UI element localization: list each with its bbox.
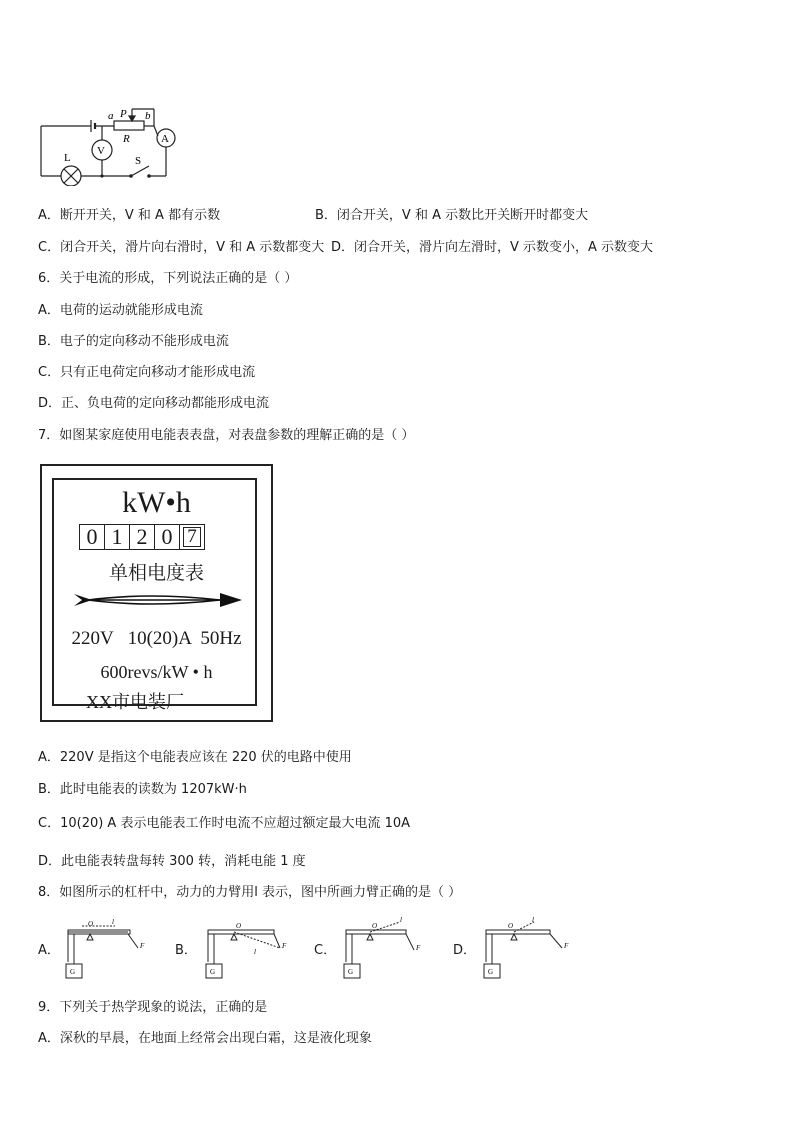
fig-a-l: l <box>112 918 114 926</box>
fig-b-l: l <box>254 948 256 956</box>
q8-stem: 8．如图所示的杠杆中，动力的力臂用l 表示，图中所画力臂正确的是（ ） <box>38 885 462 900</box>
ammeter-label: A <box>161 133 169 145</box>
fig-b-g: G <box>210 968 216 976</box>
fig-d-f: F <box>564 942 569 950</box>
fig-a-f: F <box>140 942 145 950</box>
fig-c-f: F <box>416 944 421 952</box>
q7-option-a: A．220V 是指这个电能表应该在 220 伏的电路中使用 <box>38 750 352 765</box>
q5-option-b: B．闭合开关，V 和 A 示数比开关断开时都变大 <box>315 208 589 223</box>
q6-option-b: B．电子的定向移动不能形成电流 <box>38 334 229 349</box>
q6-option-d: D．正、负电荷的定向移动都能形成电流 <box>38 396 270 411</box>
fig-c-o: O <box>372 922 378 930</box>
circuit-label-l: L <box>64 152 71 164</box>
fig-a-g: G <box>70 968 76 976</box>
q8-option-b-label: B． <box>175 943 197 958</box>
meter-maker: XX市电装厂 <box>86 692 184 712</box>
circuit-label-r: R <box>123 133 130 145</box>
meter-digit: 2 <box>129 524 155 550</box>
meter-unit: kW•h <box>122 486 191 519</box>
q9-stem: 9．下列关于热学现象的说法，正确的是 <box>38 1000 268 1015</box>
q5-option-d: D．闭合开关，滑片向左滑时，V 示数变小，A 示数变大 <box>331 240 654 255</box>
meter-rating: 220V 10(20)A 50Hz <box>71 628 242 649</box>
circuit-diagram <box>36 104 186 186</box>
q5-option-c: C．闭合开关，滑片向右滑时，V 和 A 示数都变大 <box>38 240 325 255</box>
meter-digit: 1 <box>104 524 130 550</box>
fig-b-f: F <box>282 942 287 950</box>
q8-option-d-label: D． <box>453 943 477 958</box>
meter-name: 单相电度表 <box>108 563 204 584</box>
meter-digit-decimal: 7 <box>179 524 205 550</box>
q8-option-c-label: C． <box>314 943 337 958</box>
fig-d-l: l <box>532 916 534 924</box>
q8-lever-figure-d <box>478 916 574 984</box>
voltmeter-label: V <box>97 145 105 157</box>
q7-option-d: D．此电能表转盘每转 300 转，消耗电能 1 度 <box>38 854 306 869</box>
meter-digits <box>79 524 235 550</box>
q7-option-b: B．此时电能表的读数为 1207kW·h <box>38 782 247 797</box>
q5-option-a: A．断开开关，V 和 A 都有示数 <box>38 208 221 223</box>
fig-c-l: l <box>400 916 402 924</box>
q6-stem: 6．关于电流的形成，下列说法正确的是（ ） <box>38 271 298 286</box>
q7-stem: 7．如图某家庭使用电能表表盘，对表盘参数的理解正确的是（ ） <box>38 428 415 443</box>
q6-option-c: C．只有正电荷定向移动才能形成电流 <box>38 365 256 380</box>
switch-label: S <box>135 155 142 167</box>
fig-b-o: O <box>236 922 242 930</box>
q6-option-a: A．电荷的运动就能形成电流 <box>38 303 203 318</box>
circuit-label-b: b <box>145 110 151 122</box>
fig-a-o: O <box>88 920 94 928</box>
meter-digit: 0 <box>154 524 180 550</box>
rotation-arrow-icon <box>70 590 246 610</box>
fig-c-g: G <box>348 968 354 976</box>
meter-digit: 0 <box>79 524 105 550</box>
fig-d-o: O <box>508 922 514 930</box>
circuit-label-p: P <box>120 108 127 120</box>
q7-option-c: C．10(20) A 表示电能表工作时电流不应超过额定最大电流 10A <box>38 816 411 831</box>
q8-lever-figure-a <box>60 916 150 984</box>
circuit-label-a: a <box>108 110 114 122</box>
fig-d-g: G <box>488 968 494 976</box>
meter-revs: 600revs/kW • h <box>100 662 213 682</box>
electricity-meter <box>40 464 273 722</box>
q8-option-a-label: A． <box>38 943 60 958</box>
q8-lever-figure-c <box>338 916 428 984</box>
q8-lever-figure-b <box>200 916 290 984</box>
q9-option-a: A．深秋的早晨，在地面上经常会出现白霜，这是液化现象 <box>38 1031 372 1046</box>
